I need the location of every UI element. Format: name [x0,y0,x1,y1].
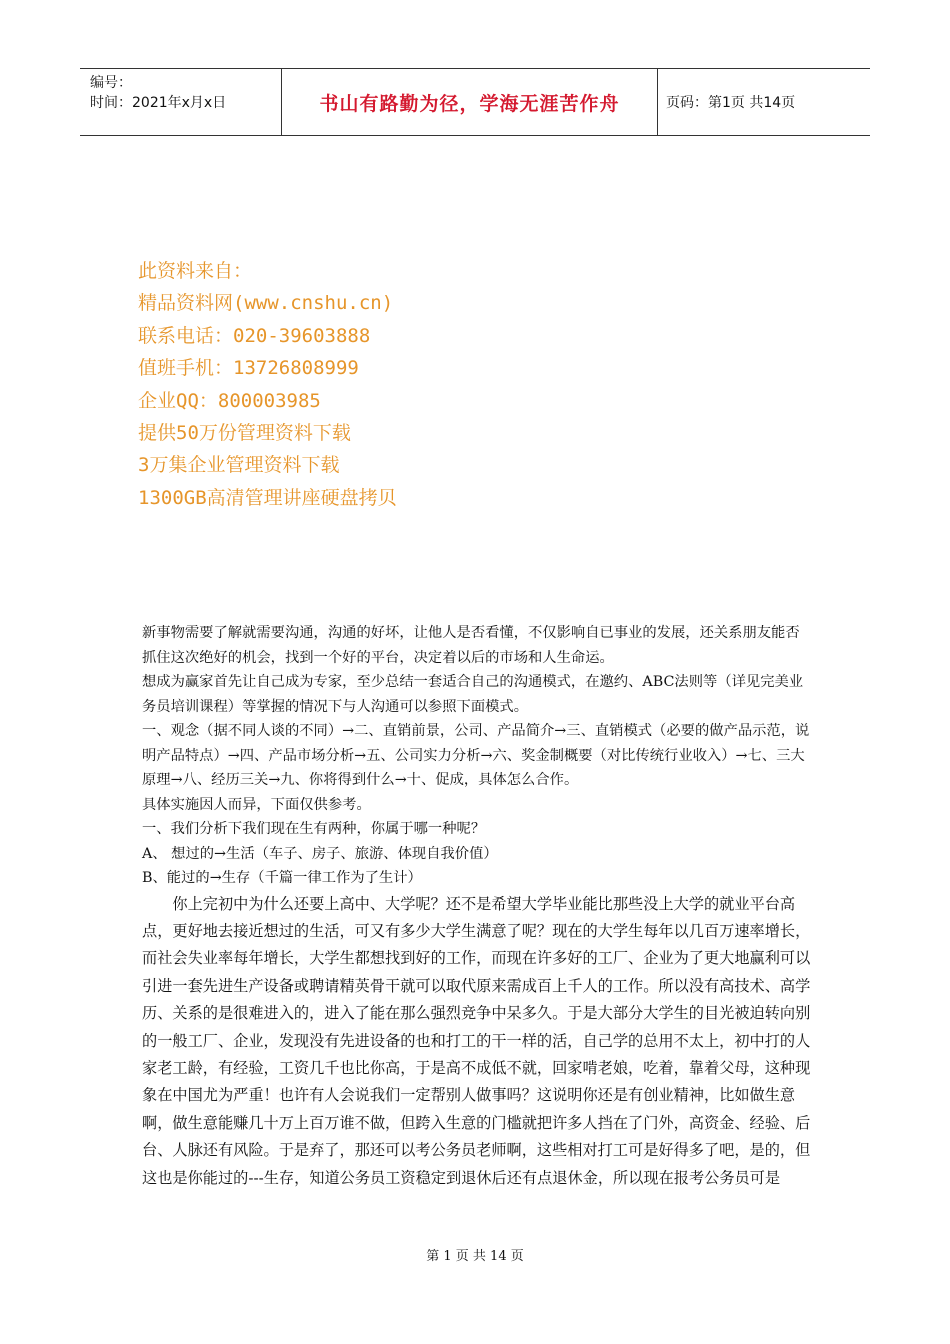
paragraph: 想成为赢家首先让自己成为专家，至少总结一套适合自己的沟通模式，在邀约、ABC法则等（详见完美业务员培训课程）等掌握的情况下与人沟通可以参照下面模式。 [142,674,804,715]
document-header [80,68,870,136]
header-number-label: 编号： [90,75,132,91]
promo-line: 值班手机：13726808999 [138,357,359,380]
paragraph-long: 你上完初中为什么还要上高中、大学呢？还不是希望大学毕业能比那些没上大学的就业平台高点，更好地去接近想过的生活，可又有多少大学生满意了呢？现在的大学生每年以几百万速率增长，而社会失业率每年增长，大学生都想找到好的工作，而现在许多好的工厂、企业为了更大地赢利可以引进一套先进生产设备或聘请精英骨干就可以取代原来需成百上千人的工作。所以没有高技术、高学历、关系的是很难进入的，进入了能在那么强烈竞争中呆多久。于是大部分大学生的目光被迫转向别的一般工厂、企业，发现没有先进设备的也和打工的干一样的活，自己学的总用不太上，初中打的人家老工龄，有经验，工资几千也比你高，于是高不成低不就，回家啃老娘，吃着，靠着父母，这种现象在中国尤为严重！也许有人会说我们一定帮别人做事吗？这说明你还是有创业精神，比如做生意啊，做生意能赚几十万上百万谁不做，但跨入生意的门槛就把许多人挡在了门外，高资金、经验、后台、人脉还有风险。于是弃了，那还可以考公务员老师啊，这些相对打工可是好得多了吧，是的，但这也是你能过的---生存，知道公务员工资稳定到退休后还有点退休金，所以现在报考公务员可是 [142,894,811,1187]
header-page-code: 页码：第1页 共14页 [666,95,796,111]
paragraph: B、能过的→生存（千篇一律工作为了生计） [142,870,422,886]
promo-line: 此资料来自： [138,260,253,282]
promo-line: 联系电话：020-39603888 [138,324,371,347]
body-text [142,621,812,1192]
paragraph: 一、观念（据不同人谈的不同）→二、直销前景，公司、产品简介→三、直销模式（必要的做产品示范，说明产品特点）→四、产品市场分析→五、公司实力分析→六、奖金制概要（对比传统行业收入）→七、三大原理→八、经历三关→九、你将得到什么→十、促成，具体怎么合作。 [142,723,810,788]
promo-block [138,255,397,514]
page-footer: 第 1 页 共 14 页 [426,1249,524,1264]
header-motto: 书山有路勤为径，学海无涯苦作舟 [282,69,658,135]
promo-line: 精品资料网(www.cnshu.cn) [138,292,394,315]
header-meta [80,69,282,135]
paragraph: 具体实施因人而异，下面仅供参考。 [142,796,371,813]
promo-line: 3万集企业管理资料下载 [138,454,340,477]
header-time-label: 时间：2021年x月x日 [90,95,227,111]
promo-line: 1300GB高清管理讲座硬盘拷贝 [138,486,397,509]
paragraph: 一、我们分析下我们现在生有两种，你属于哪一种呢？ [142,821,486,837]
paragraph: A、 想过的→生活（车子、房子、旅游、体现自我价值） [142,845,498,862]
paragraph: 新事物需要了解就需要沟通，沟通的好坏，让他人是否看懂，不仅影响自已事业的发展，还关系朋友能否抓住这次绝好的机会，找到一个好的平台，决定着以后的市场和人生命运。 [142,625,800,666]
promo-line: 企业QQ：800003985 [138,389,321,412]
promo-line: 提供50万份管理资料下载 [138,422,351,445]
